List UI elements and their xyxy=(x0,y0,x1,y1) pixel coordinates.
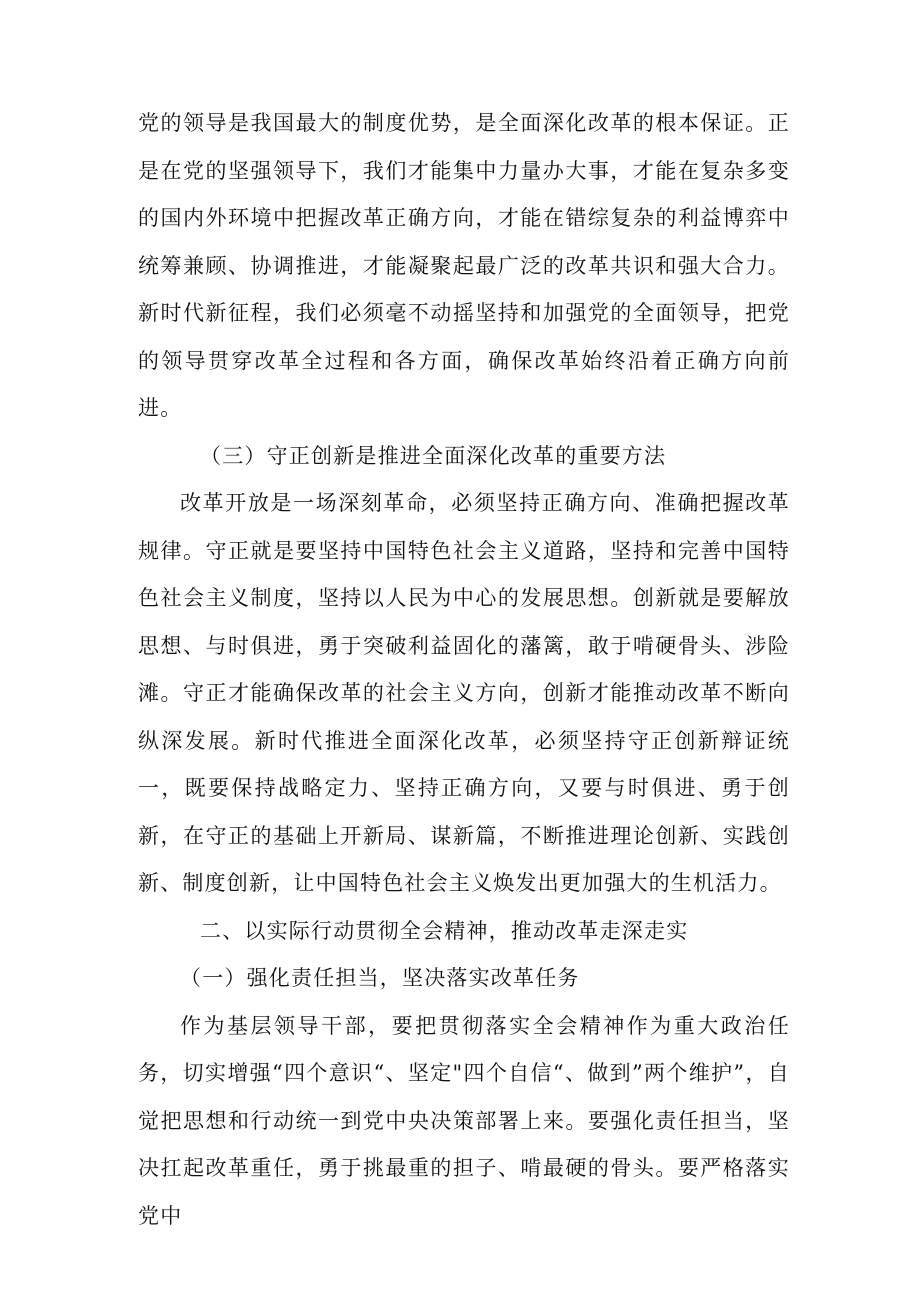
subsection-heading-2-1: （一）强化责任担当，坚决落实改革任务 xyxy=(180,966,580,990)
paragraph-reform-opening: 改革开放是一场深刻革命，必须坚持正确方向、准确把握改革规律。守正就是要坚持中国特色社会主义道路，坚持和完善中国特色社会主义制度，坚持以人民为中心的发展思想。创新就是要解放思想、与时俱进，勇于突破利益固化的藩篱，敢于啃硬骨头、涉险滩。守正才能确保改革的社会主义方向，创新才能推动改革不断向纵深发展。新时代推进全面深化改革，必须坚持守正创新辩证统一，既要保持战略定力、坚持正确方向，又要与时俱进、勇于创新，在守正的基础上开新局、谋新篇，不断推进理论创新、实践创新、制度创新，让中国特色社会主义焕发出更加强大的生机活力。 xyxy=(138,491,790,895)
paragraph-grassroots: 作为基层领导干部，要把贯彻落实全会精神作为重大政治任务，切实增强“四个意识“、坚定"四个自信“、做到”两个维护”，自觉把思想和行动统一到党中央决策部署上来。要强化责任担当，坚决扛起改革重任，勇于挑最重的担子、啃最硬的骨头。要严格落实党中 xyxy=(138,1013,790,1228)
section-heading-3: （三）守正创新是推进全面深化改革的重要方法 xyxy=(200,443,667,468)
document-body xyxy=(138,100,790,1240)
paragraph-party-leadership: 党的领导是我国最大的制度优势，是全面深化改革的根本保证。正是在党的坚强领导下，我们才能集中力量办大事，才能在复杂多变的国内外环境中把握改革正确方向，才能在错综复杂的利益博弈中统筹兼顾、协调推进，才能凝聚起最广泛的改革共识和强大合力。新时代新征程，我们必须毫不动摇坚持和加强党的全面领导，把党的领导贯穿改革全过程和各方面，确保改革始终沿着正确方向前进。 xyxy=(138,111,790,420)
section-heading-2: 二、以实际行动贯彻全会精神，推动改革走深走实 xyxy=(200,918,689,943)
